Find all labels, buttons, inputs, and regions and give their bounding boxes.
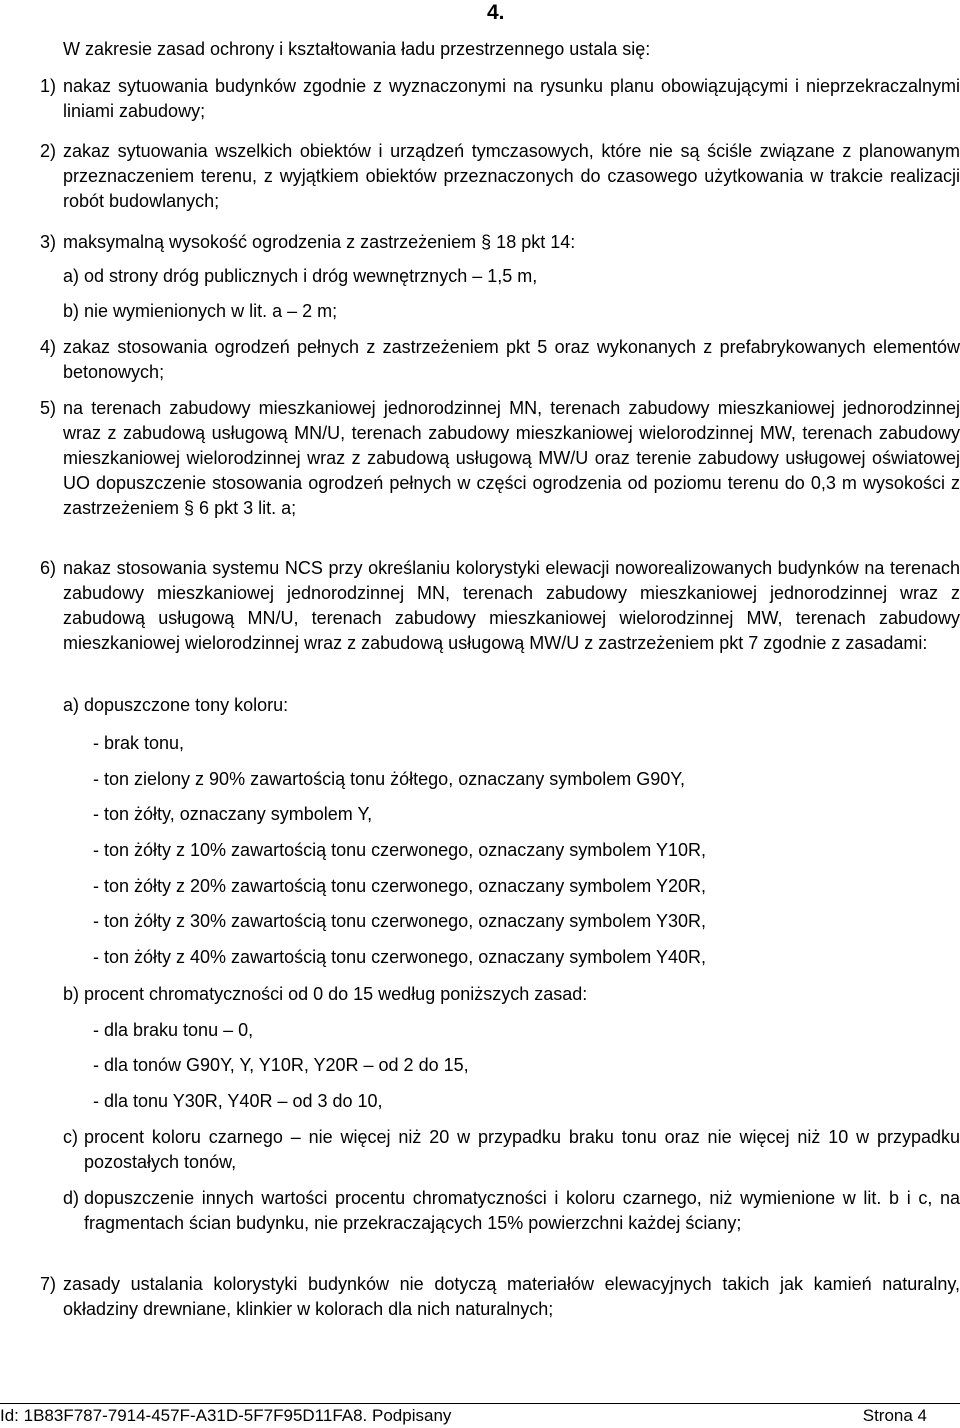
- item-number: 3): [40, 232, 57, 252]
- tone-list-item: - ton żółty z 40% zawartością tonu czerwonego, oznaczany symbolem Y40R,: [93, 947, 706, 967]
- item6-sub-a-label: a) dopuszczone tony koloru:: [63, 695, 289, 715]
- list-item-7: [40, 1272, 960, 1322]
- footer-divider: [0, 1403, 960, 1404]
- item-text: na terenach zabudowy mieszkaniowej jednorodzinnej MN, terenach zabudowy mieszkaniowej jednorodzinnej wraz z zabudową usługową MN/U, terenach zabudowy mieszkaniowej wielorodzinnej MW, terenach zabudowy mieszkaniowej wielorodzinnej wraz z zabudową usługową MW/U oraz terenie zabudowy usługowej oświatowej UO dopuszczenie stosowania ogrodzeń pełnych w części ogrodzenia od poziomu terenu do 0,3 m wysokości z zastrzeżeniem § 6 pkt 3 lit. a;: [63, 398, 960, 518]
- list-item-1: [40, 74, 960, 124]
- item-number: 1): [40, 76, 57, 96]
- intro-text: W zakresie zasad ochrony i kształtowania ładu przestrzennego ustala się:: [63, 39, 651, 59]
- list-item-3: [40, 230, 960, 255]
- item3-sub-b: b) nie wymienionych w lit. a – 2 m;: [63, 301, 338, 321]
- tone-list-item: - ton żółty z 20% zawartością tonu czerwonego, oznaczany symbolem Y20R,: [93, 876, 706, 896]
- item-text: maksymalną wysokość ogrodzenia z zastrzeżeniem § 18 pkt 14:: [63, 232, 576, 252]
- footer-document-id: Id: 1B83F787-7914-457F-A31D-5F7F95D11FA8. Podpisany: [0, 1406, 452, 1425]
- item6-sub-d: [63, 1186, 960, 1236]
- sub-letter: c): [63, 1127, 78, 1147]
- item-number: 5): [40, 398, 57, 418]
- item-number: 7): [40, 1274, 57, 1294]
- item-number: 4): [40, 337, 57, 357]
- sub-letter: d): [63, 1188, 80, 1208]
- list-item-2: [40, 139, 960, 214]
- page-number: 4.: [487, 1, 505, 24]
- sub-text: dopuszczenie innych wartości procentu chromatyczności i koloru czarnego, niż wymienione w lit. b i c, na fragmentach ścian budynku, nie przekraczających 15% powierzchni każdej ściany;: [84, 1188, 960, 1233]
- list-item-5: [40, 396, 960, 521]
- item-text: zakaz stosowania ogrodzeń pełnych z zastrzeżeniem pkt 5 oraz wykonanych z prefabrykowanych elementów betonowych;: [63, 337, 960, 382]
- tone-list-item: - ton zielony z 90% zawartością tonu żółtego, oznaczany symbolem G90Y,: [93, 769, 685, 789]
- item-text: nakaz stosowania systemu NCS przy określaniu kolorystyki elewacji noworealizowanych budynków na terenach zabudowy mieszkaniowej jednorodzinnej MN, terenach zabudowy mieszkaniowej jednorodzinnej wraz z zabudową usługową MN/U, terenach zabudowy mieszkaniowej wielorodzinnej MW, terenach zabudowy mieszkaniowej wielorodzinnej wraz z zabudową usługową MW/U z zastrzeżeniem pkt 7 zgodnie z zasadami:: [63, 558, 960, 653]
- item-text: nakaz sytuowania budynków zgodnie z wyznaczonymi na rysunku planu obowiązującymi i nieprzekraczalnymi liniami zabudowy;: [63, 76, 960, 121]
- item-number: 6): [40, 558, 57, 578]
- chromaticity-list-item: - dla tonu Y30R, Y40R – od 3 do 10,: [93, 1091, 383, 1111]
- sub-text: procent koloru czarnego – nie więcej niż 20 w przypadku braku tonu oraz nie więcej niż 10 w przypadku pozostałych tonów,: [84, 1127, 960, 1172]
- chromaticity-list-item: - dla tonów G90Y, Y, Y10R, Y20R – od 2 do 15,: [93, 1055, 469, 1075]
- tone-list-item: - ton żółty z 10% zawartością tonu czerwonego, oznaczany symbolem Y10R,: [93, 840, 706, 860]
- list-item-6: [40, 556, 960, 656]
- tone-list-item: - brak tonu,: [93, 733, 185, 753]
- list-item-4: [40, 335, 960, 385]
- item-text: zasady ustalania kolorystyki budynków nie dotyczą materiałów elewacyjnych takich jak kamień naturalny, okładziny drewniane, klinkier w kolorach dla nich naturalnych;: [63, 1274, 960, 1319]
- footer-page-label: Strona 4: [862, 1406, 927, 1425]
- item-text: zakaz sytuowania wszelkich obiektów i urządzeń tymczasowych, które nie są ściśle związane z planowanym przeznaczeniem terenu, z wyjątkiem obiektów przeznaczonych do czasowego użytkowania w trakcie realizacji robót budowlanych;: [63, 141, 960, 211]
- item6-sub-c: [63, 1125, 960, 1175]
- item-number: 2): [40, 141, 57, 161]
- item6-sub-b-label: b) procent chromatyczności od 0 do 15 według poniższych zasad:: [63, 984, 588, 1004]
- item3-sub-a: a) od strony dróg publicznych i dróg wewnętrznych – 1,5 m,: [63, 266, 538, 286]
- chromaticity-list-item: - dla braku tonu – 0,: [93, 1020, 254, 1040]
- tone-list-item: - ton żółty z 30% zawartością tonu czerwonego, oznaczany symbolem Y30R,: [93, 911, 706, 931]
- tone-list-item: - ton żółty, oznaczany symbolem Y,: [93, 804, 373, 824]
